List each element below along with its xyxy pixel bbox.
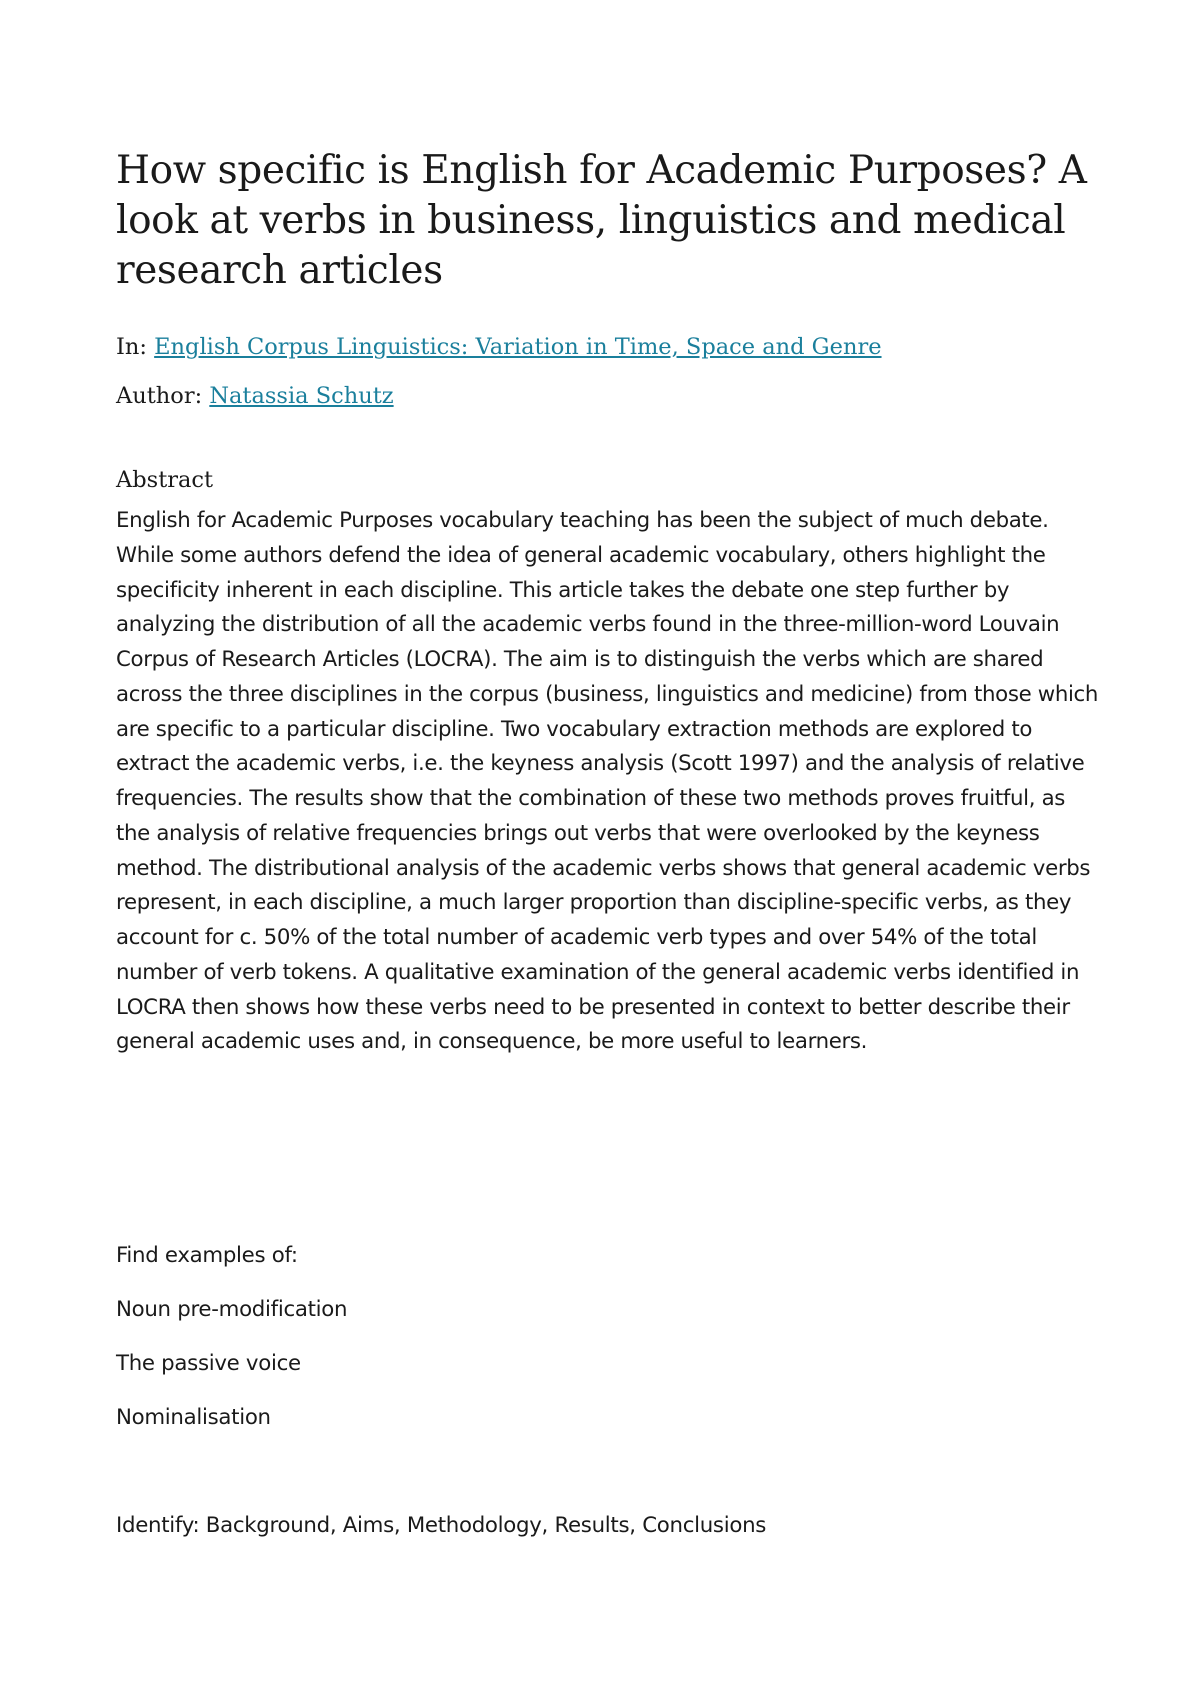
article-title: How specific is English for Academic Purposes? A look at verbs in business, linguistics and medical research articles bbox=[116, 148, 1087, 293]
task-item: Noun pre-modification bbox=[116, 1297, 348, 1322]
source-link[interactable]: English Corpus Linguistics: Variation in Time, Space and Genre bbox=[154, 334, 882, 360]
identify-instruction: Identify: Background, Aims, Methodology, Results, Conclusions bbox=[116, 1513, 767, 1538]
author-link[interactable]: Natassia Schutz bbox=[209, 383, 394, 409]
author-line bbox=[116, 381, 394, 411]
task-item: Nominalisation bbox=[116, 1405, 271, 1430]
author-label: Author: bbox=[116, 383, 203, 409]
source-line bbox=[116, 332, 882, 362]
in-label: In: bbox=[116, 334, 147, 360]
abstract-heading: Abstract bbox=[116, 467, 214, 493]
abstract-text: English for Academic Purposes vocabulary teaching has been the subject of much debate. While some authors defend the idea of general academic vocabulary, others highlight the specificity inherent in each discipline. This article takes the debate one step further by analyzing the distribution of all the academic verbs found in the three-million-word Louvain Corpus of Research Articles (LOCRA). The aim is to distinguish the verbs which are shared across the three disciplines in the corpus (business, linguistics and medicine) from those which are specific to a particular discipline. Two vocabulary extraction methods are explored to extract the academic verbs, i.e. the keyness analysis (Scott 1997) and the analysis of relative frequencies. The results show that the combination of these two methods proves fruitful, as the analysis of relative frequencies brings out verbs that were overlooked by the keyness method. The distributional analysis of the academic verbs shows that general academic verbs represent, in each discipline, a much larger proportion than discipline-specific verbs, as they account for c. 50% of the total number of academic verb types and over 54% of the total number of verb tokens. A qualitative examination of the general academic verbs identified in LOCRA then shows how these verbs need to be presented in context to better describe their general academic uses and, in consequence, be more useful to learners. bbox=[116, 508, 1099, 1055]
task-item: The passive voice bbox=[116, 1351, 301, 1376]
find-examples-heading: Find examples of: bbox=[116, 1243, 298, 1268]
